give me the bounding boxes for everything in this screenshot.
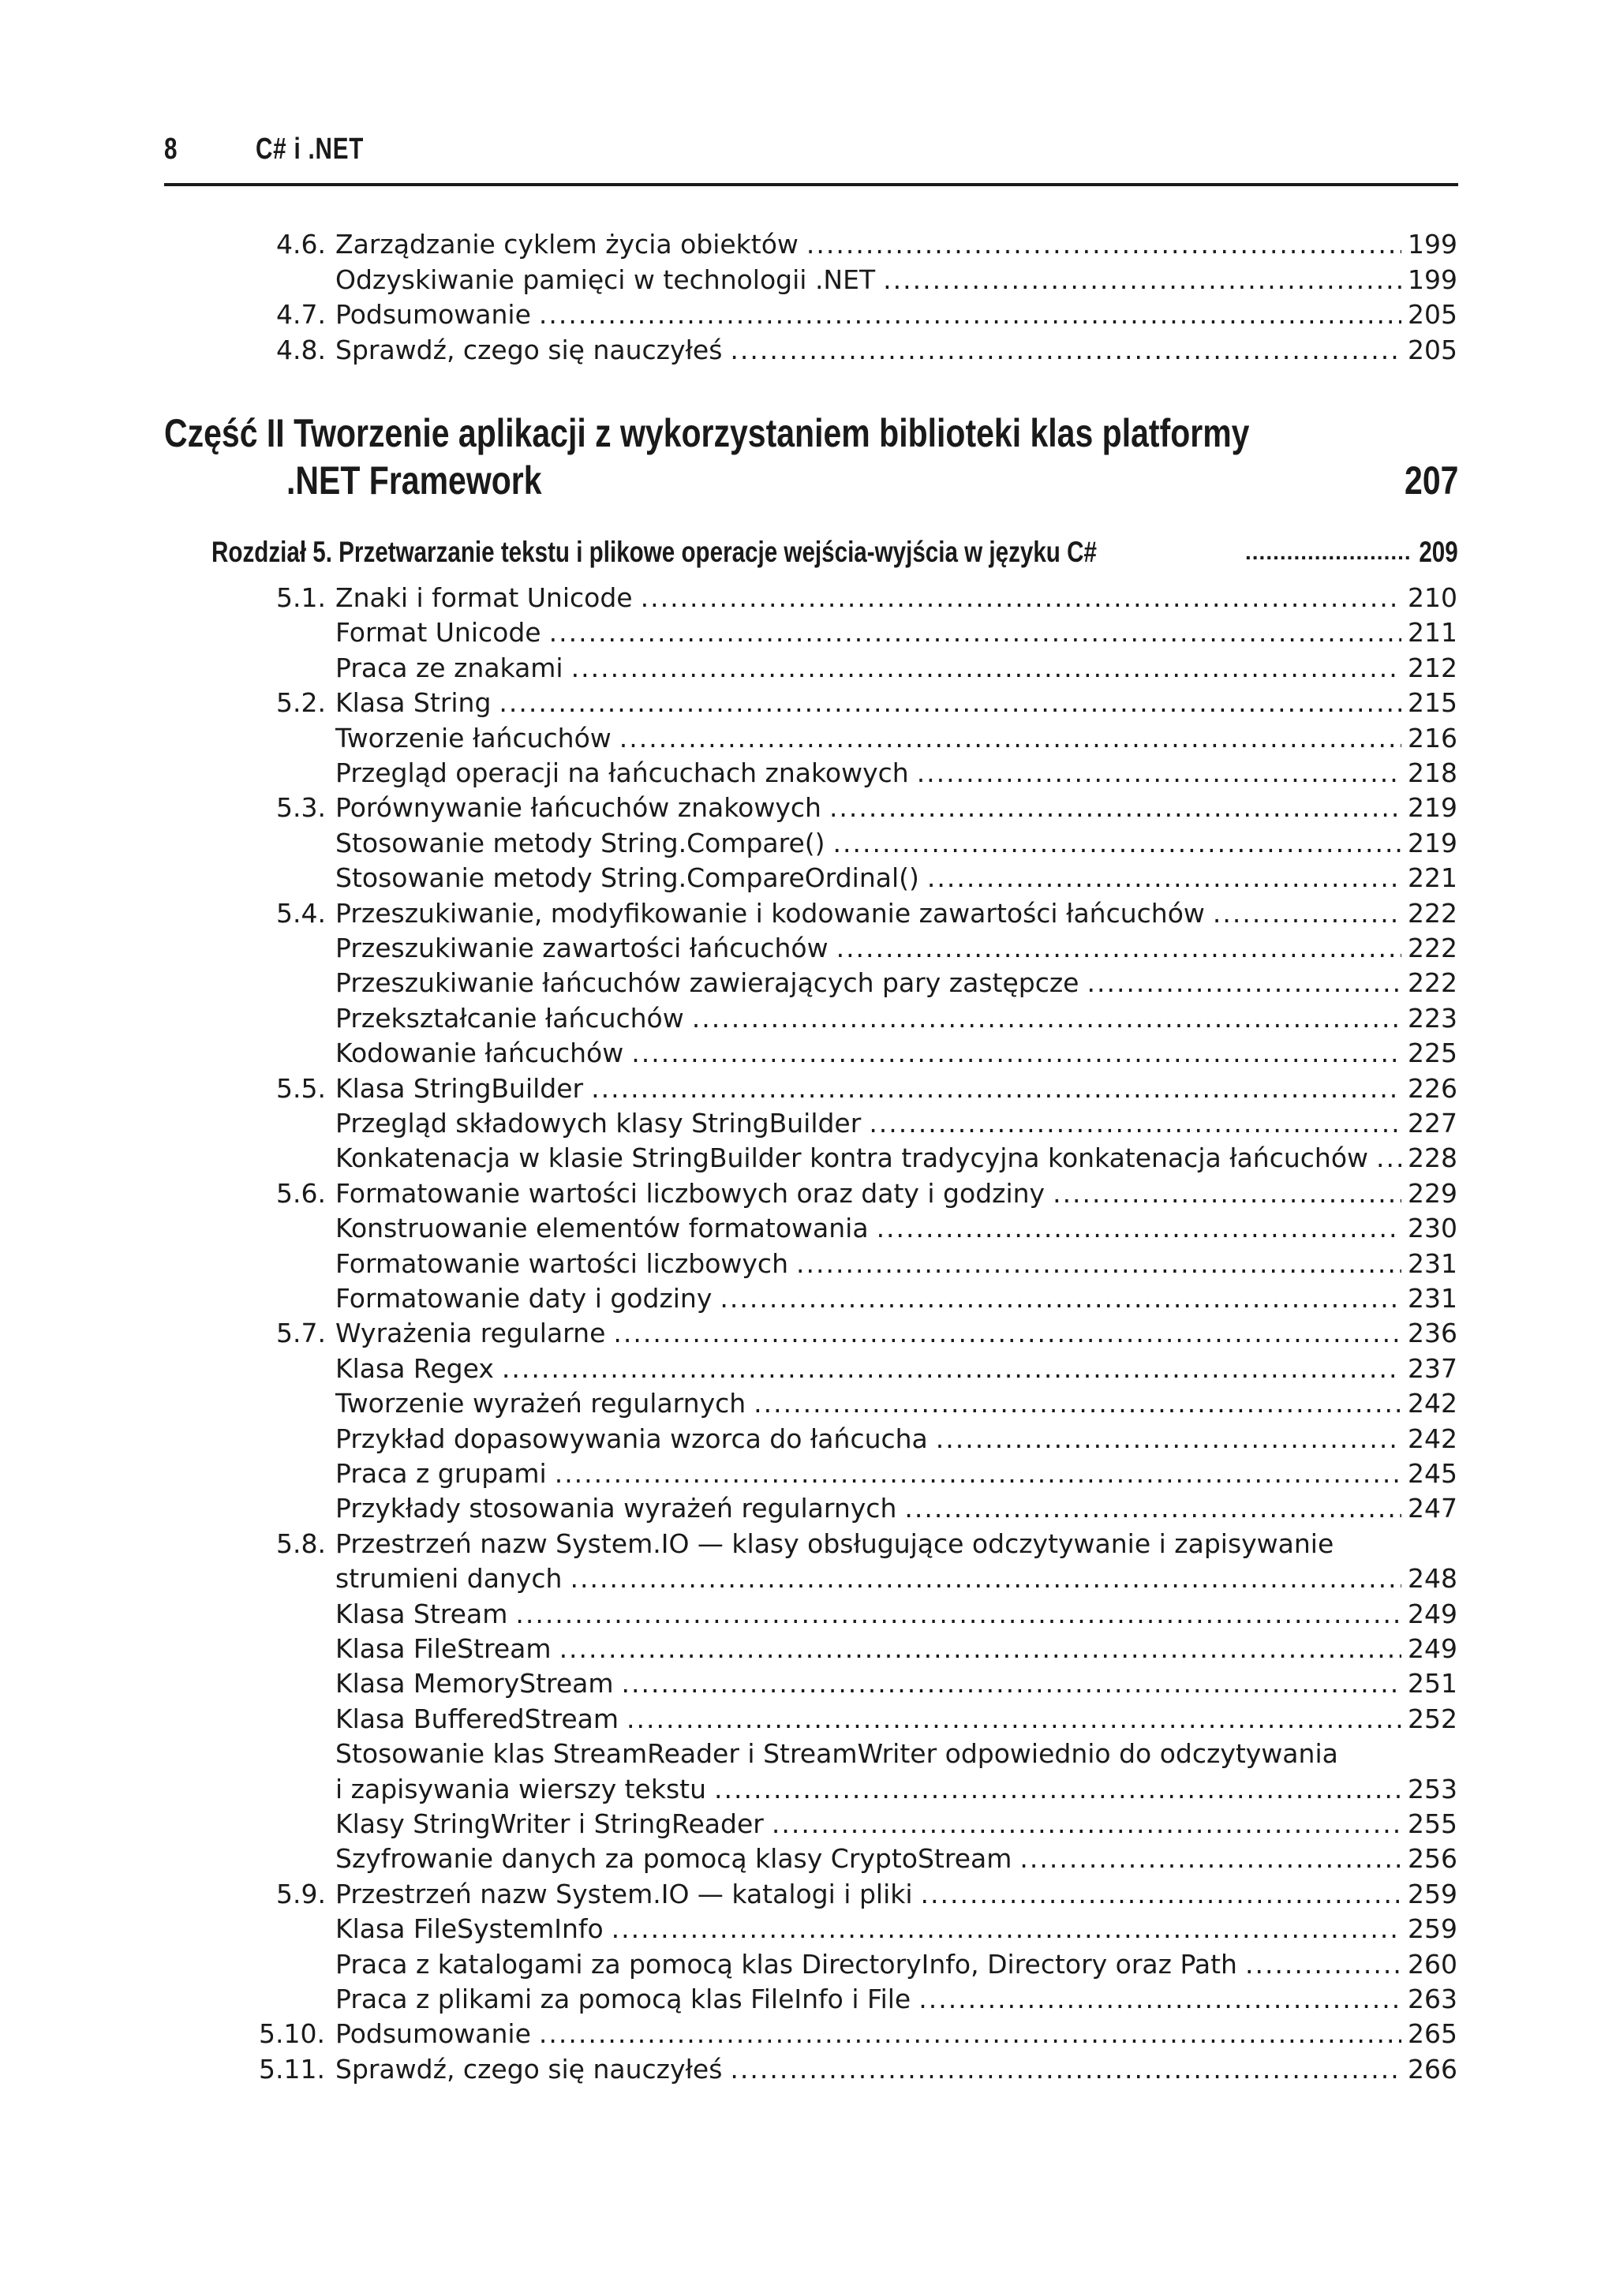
leader-dots	[570, 1563, 1401, 1595]
toc-entry	[276, 335, 1457, 366]
leader-dots	[613, 1318, 1401, 1349]
leader-dots	[904, 1493, 1401, 1524]
toc-entry	[276, 1388, 1457, 1419]
toc-entry-page: 219	[1408, 827, 1457, 858]
toc-entry-number: 5.10.	[259, 2018, 325, 2050]
page-header	[164, 131, 1458, 186]
leader-dots	[641, 582, 1401, 614]
leader-dots	[631, 1038, 1401, 1069]
toc-entry-page: 255	[1408, 1808, 1457, 1839]
toc-entry-page: 222	[1408, 967, 1457, 999]
leader-dots	[917, 757, 1401, 789]
leader-dots	[883, 264, 1401, 296]
toc-entry-title: Sprawdź, czego się nauczyłeś	[335, 2053, 723, 2085]
toc-entry-title: Format Unicode	[335, 617, 541, 649]
toc-entry	[259, 2054, 1457, 2085]
toc-entry-number: 4.8.	[276, 334, 326, 365]
toc-entry	[276, 1073, 1457, 1105]
toc-entry-page: 237	[1408, 1352, 1457, 1384]
toc-entry-title: Znaki i format Unicode	[335, 582, 633, 613]
toc-entry	[276, 1142, 1457, 1174]
toc-entry-number: 4.7.	[276, 299, 326, 330]
toc-entry-title: Stosowanie metody String.Compare()	[335, 827, 825, 858]
toc-entry-title: Klasa BufferedStream	[335, 1703, 619, 1734]
leader-dots	[829, 792, 1401, 824]
leader-dots	[918, 1984, 1401, 2015]
toc-entry-page: 259	[1408, 1878, 1457, 1909]
leader-dots	[936, 1423, 1401, 1455]
toc-entry-title: Odzyskiwanie pamięci w technologii .NET	[335, 264, 876, 295]
toc-entry	[276, 723, 1457, 754]
toc-entry-title: Formatowanie daty i godziny	[335, 1283, 713, 1314]
leader-dots	[559, 1633, 1401, 1665]
toc-entry-page: 205	[1408, 334, 1457, 365]
leader-dots	[539, 2018, 1401, 2050]
toc-entry-number: 4.6.	[276, 229, 326, 260]
part-heading	[164, 409, 1458, 503]
leader-dots	[499, 687, 1401, 719]
toc-entry-title: Stosowanie metody String.CompareOrdinal()	[335, 862, 919, 894]
toc-entry-title: Praca ze znakami	[335, 652, 563, 683]
toc-entry-title: Przegląd składowych klasy StringBuilder	[335, 1108, 862, 1139]
leader-dots	[714, 1774, 1401, 1805]
leader-dots	[927, 862, 1401, 894]
chapter-page-number: 209	[1419, 536, 1458, 568]
toc-entry-page: 218	[1408, 757, 1457, 788]
toc-entry-page: 226	[1408, 1072, 1457, 1104]
toc-entry-title: Przeszukiwanie łańcuchów zawierających pary zastępcze	[335, 967, 1079, 999]
toc-entry	[276, 792, 1457, 824]
leader-dots	[720, 1283, 1401, 1314]
leader-dots	[1245, 1949, 1401, 1980]
toc-entry-page: 223	[1408, 1002, 1457, 1034]
toc-entry-title: Klasy StringWriter i StringReader	[335, 1808, 764, 1839]
toc-entry-page: 236	[1408, 1318, 1457, 1349]
toc-entry	[276, 264, 1457, 296]
toc-entry	[276, 617, 1457, 649]
toc-entry	[276, 757, 1457, 789]
leader-dots	[1213, 898, 1401, 929]
leader-dots	[502, 1353, 1401, 1385]
toc-entry-page: 253	[1408, 1773, 1457, 1804]
toc-entry-title: Przykłady stosowania wyrażeń regularnych	[335, 1493, 897, 1524]
toc-entry-number: 5.4.	[276, 897, 326, 929]
toc-entry-page: 225	[1408, 1038, 1457, 1069]
toc-entry-title: Klasa StringBuilder	[335, 1072, 584, 1104]
toc-entry-title: Zarządzanie cyklem życia obiektów	[335, 229, 799, 260]
toc-entry-page: 265	[1408, 2018, 1457, 2050]
leader-dots	[833, 828, 1401, 859]
toc-entry-page: 266	[1408, 2053, 1457, 2085]
leader-dots	[921, 1879, 1401, 1910]
toc-entry-number: 5.5.	[276, 1072, 326, 1104]
leader-dots	[877, 1213, 1401, 1244]
toc-entry	[276, 967, 1457, 999]
leader-dots	[591, 1073, 1401, 1105]
toc-entry-page: 199	[1408, 264, 1457, 295]
leader-dots	[772, 1808, 1401, 1840]
leader-dots	[692, 1003, 1401, 1034]
leader-dots	[622, 1668, 1401, 1700]
part-title-line2: .NET Framework	[286, 458, 542, 503]
toc-entry-page: 222	[1408, 933, 1457, 963]
toc-entry-page: 248	[1408, 1563, 1457, 1595]
toc-entry-title: Stosowanie klas StreamReader i StreamWriter odpowiednio do odczytywania	[335, 1738, 1338, 1770]
leader-dots	[796, 1248, 1401, 1280]
toc-entry-page: 212	[1408, 652, 1457, 683]
toc-entry	[276, 1318, 1457, 1349]
toc-entry	[276, 1353, 1457, 1385]
toc-entry	[276, 1458, 1457, 1490]
toc-entry-page: 259	[1408, 1913, 1457, 1945]
toc-entry-number: 5.9.	[276, 1878, 326, 1909]
toc-entry-title: Podsumowanie	[335, 299, 531, 330]
leader-dots	[1376, 1142, 1401, 1174]
toc-entry-title: Przekształcanie łańcuchów	[335, 1002, 684, 1034]
toc-entry-title: Przegląd operacji na łańcuchach znakowych	[335, 757, 909, 788]
leader-dots	[549, 617, 1401, 649]
toc-entry	[259, 2018, 1457, 2050]
chapter-heading	[211, 533, 1458, 571]
toc-entry-page: 260	[1408, 1948, 1457, 1980]
leader-dots	[555, 1458, 1401, 1490]
toc-entry-title: Przestrzeń nazw System.IO — klasy obsługujące odczytywanie i zapisywanie	[335, 1528, 1334, 1559]
toc-entry	[276, 1738, 1457, 1770]
leader-dots	[1087, 967, 1401, 999]
toc-entry-number: 5.1.	[276, 582, 326, 613]
toc-entry	[276, 1493, 1457, 1524]
toc-entry-page: 222	[1408, 897, 1457, 929]
toc-entry-title: Praca z grupami	[335, 1458, 547, 1489]
toc-entry-title: Formatowanie wartości liczbowych oraz daty i godziny	[335, 1177, 1046, 1209]
toc-entry-title: Klasa MemoryStream	[335, 1668, 614, 1700]
toc-entry-page: 256	[1408, 1843, 1457, 1875]
toc-entry	[276, 1528, 1457, 1560]
toc-entry-title: Przeszukiwanie, modyfikowanie i kodowanie zawartości łańcuchów	[335, 897, 1205, 929]
toc-entry-number: 5.3.	[276, 792, 326, 824]
toc-entry-title: Klasa FileStream	[335, 1633, 552, 1664]
toc-entry-page: 249	[1408, 1598, 1457, 1629]
toc-entry-page: 230	[1408, 1213, 1457, 1244]
toc-entry	[276, 1843, 1457, 1875]
leader-dots	[806, 229, 1401, 260]
toc-entry	[276, 1703, 1457, 1735]
toc-entry-title: Klasa Regex	[335, 1352, 494, 1384]
leader-dots	[627, 1703, 1401, 1735]
toc-entry-page: 221	[1408, 862, 1457, 894]
toc-entry	[276, 1879, 1457, 1910]
leader-dots	[869, 1108, 1401, 1139]
toc-entry-number: 5.7.	[276, 1318, 326, 1349]
part-title-line1: Część II Tworzenie aplikacji z wykorzystaniem biblioteki klas platformy	[164, 411, 1250, 455]
toc-entry-page: 199	[1408, 229, 1457, 260]
toc-entry	[276, 1003, 1457, 1034]
leader-dots	[1019, 1843, 1401, 1875]
leader-dots	[515, 1599, 1401, 1630]
leader-dots	[612, 1913, 1401, 1945]
toc-entry-title: Przykład dopasowywania wzorca do łańcucha	[335, 1423, 928, 1454]
toc-entry	[276, 1423, 1457, 1455]
toc-entry-page: 229	[1408, 1177, 1457, 1209]
chapter-title: Rozdział 5. Przetwarzanie tekstu i plikowe operacje wejścia-wyjścia w języku C#	[211, 536, 1097, 568]
toc-entry-title: Klasa FileSystemInfo	[335, 1913, 604, 1945]
leader-dots	[539, 299, 1401, 331]
page-number: 8	[164, 133, 178, 166]
toc-entry	[276, 1283, 1457, 1314]
toc-entry-title: Klasa String	[335, 687, 492, 719]
toc-entry-page: 211	[1408, 617, 1457, 649]
leader-dots	[1053, 1178, 1401, 1210]
toc-entry-page: 215	[1408, 687, 1457, 719]
toc-entry-title: Tworzenie łańcuchów	[335, 722, 612, 753]
toc-entry-title: Porównywanie łańcuchów znakowych	[335, 792, 821, 824]
toc-entry-title: strumieni danych	[335, 1563, 563, 1595]
toc-entry	[276, 1213, 1457, 1244]
toc-entry-page: 252	[1408, 1703, 1457, 1734]
toc-entry	[276, 687, 1457, 719]
toc-entry	[276, 1108, 1457, 1139]
toc-entry-page: 247	[1408, 1493, 1457, 1524]
toc-entry-page: 205	[1408, 299, 1457, 330]
toc-entry	[276, 1913, 1457, 1945]
leader-dots	[730, 2054, 1401, 2085]
toc-entry-title: Klasa Stream	[335, 1598, 508, 1629]
toc-entry-title: Kodowanie łańcuchów	[335, 1038, 624, 1069]
toc-entry-title: Formatowanie wartości liczbowych	[335, 1247, 788, 1279]
leader-dots	[571, 653, 1401, 684]
toc-entry	[276, 1668, 1457, 1700]
toc-entry	[276, 1774, 1457, 1805]
leader-dots	[836, 933, 1401, 964]
toc-entry-title: Praca z plikami za pomocą klas FileInfo i File	[335, 1984, 911, 2014]
toc-entry-page: 242	[1408, 1423, 1457, 1454]
toc-entry-title: i zapisywania wierszy tekstu	[335, 1773, 707, 1804]
toc-entry	[276, 933, 1457, 964]
toc-entry-title: Praca z katalogami za pomocą klas DirectoryInfo, Directory oraz Path	[335, 1948, 1237, 1980]
toc-entry-title: Konstruowanie elementów formatowania	[335, 1213, 869, 1244]
toc-entry-title: Konkatenacja w klasie StringBuilder kontra tradycyjna konkatenacja łańcuchów	[335, 1142, 1369, 1174]
toc-entry-page: 249	[1408, 1633, 1457, 1664]
leader-dots	[730, 335, 1401, 366]
toc-entry	[276, 229, 1457, 260]
toc-entry	[276, 898, 1457, 929]
toc-entry-page: 231	[1408, 1283, 1457, 1314]
toc-entry	[276, 1949, 1457, 1980]
toc-entry	[276, 299, 1457, 331]
toc-entry-page: 228	[1408, 1142, 1457, 1174]
toc-entry-page: 245	[1408, 1458, 1457, 1489]
leader-dots	[619, 723, 1401, 754]
toc-entry	[276, 1178, 1457, 1210]
toc-entry-page: 219	[1408, 792, 1457, 824]
toc-entry	[276, 1808, 1457, 1840]
toc-entry-number: 5.8.	[276, 1528, 326, 1559]
toc-entry	[276, 1563, 1457, 1595]
toc-entry-page: 210	[1408, 582, 1457, 613]
leader-dots	[1245, 533, 1409, 571]
toc-entry-title: Wyrażenia regularne	[335, 1318, 606, 1349]
book-title: C# i .NET	[256, 133, 365, 166]
toc-entry	[276, 1038, 1457, 1069]
toc-entry-title: Sprawdź, czego się nauczyłeś	[335, 334, 723, 365]
toc-entry-title: Podsumowanie	[335, 2018, 531, 2050]
toc-entry	[276, 862, 1457, 894]
toc-entry	[276, 828, 1457, 859]
toc-entry	[276, 1984, 1457, 2015]
part-page-number: 207	[1404, 458, 1458, 503]
toc-entry	[276, 1633, 1457, 1665]
toc-entry-page: 242	[1408, 1388, 1457, 1419]
toc-entry	[276, 1248, 1457, 1280]
toc-entry-title: Przestrzeń nazw System.IO — katalogi i pliki	[335, 1878, 913, 1909]
toc-entry-title: Szyfrowanie danych za pomocą klasy CryptoStream	[335, 1843, 1012, 1875]
toc-entry	[276, 1599, 1457, 1630]
toc-entry-title: Tworzenie wyrażeń regularnych	[335, 1388, 746, 1419]
leader-dots	[754, 1388, 1401, 1419]
toc-entry-page: 263	[1408, 1984, 1457, 2014]
toc-entry-page: 216	[1408, 722, 1457, 753]
toc-entry-number: 5.11.	[259, 2053, 325, 2085]
toc-entry	[276, 653, 1457, 684]
toc-entry-title: Przeszukiwanie zawartości łańcuchów	[335, 933, 829, 963]
toc-entry-number: 5.2.	[276, 687, 326, 719]
toc-entry-page: 231	[1408, 1247, 1457, 1279]
toc-entry-page: 227	[1408, 1108, 1457, 1139]
toc-entry-page: 251	[1408, 1668, 1457, 1700]
toc-entry-number: 5.6.	[276, 1177, 326, 1209]
toc-entry	[276, 582, 1457, 614]
